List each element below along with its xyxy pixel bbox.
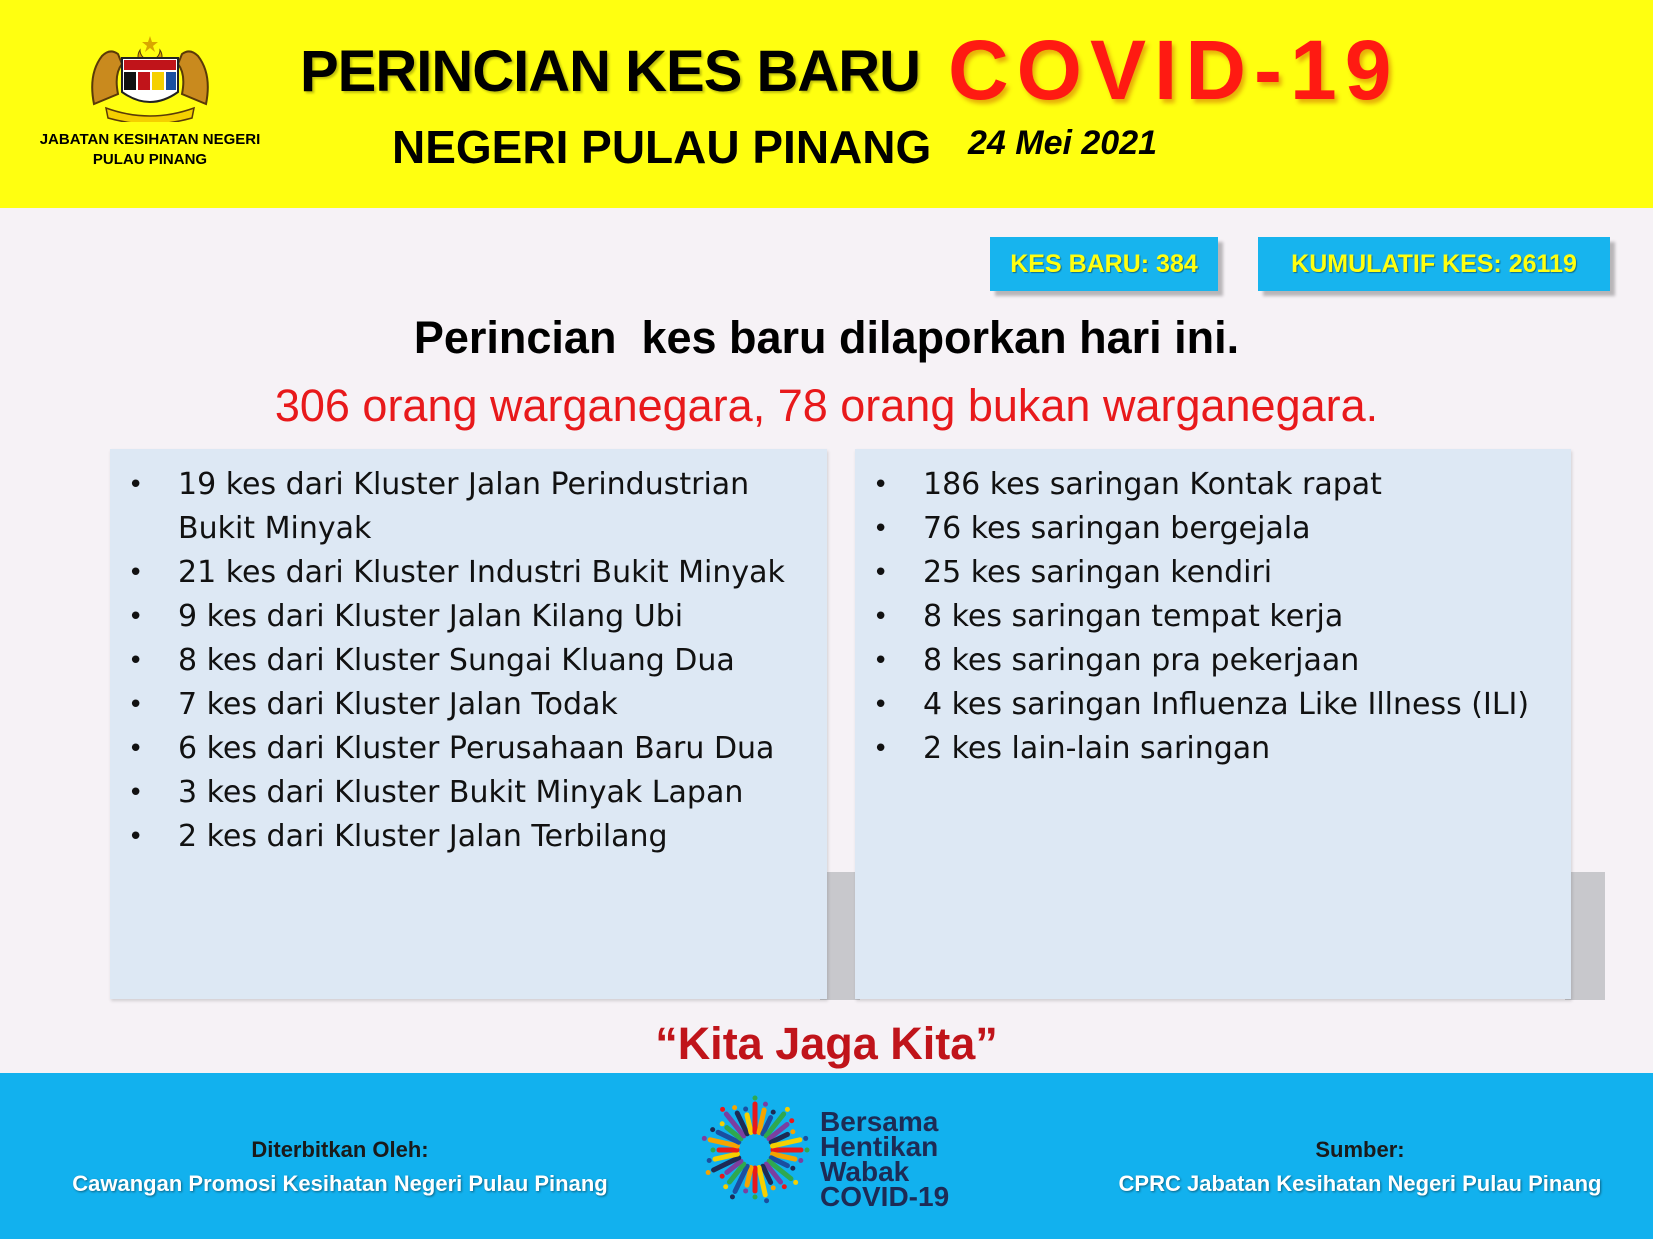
publisher-block <box>30 1133 650 1201</box>
list-item <box>110 815 827 859</box>
burst-dot <box>753 1195 758 1200</box>
cluster-item-text: 8 kes dari Kluster Sungai Kluang Dua <box>178 643 735 678</box>
burst-dot <box>753 1096 758 1101</box>
screening-item-text: 8 kes saringan pra pekerjaan <box>923 643 1360 678</box>
bullet-icon: • <box>873 558 889 588</box>
list-item <box>110 727 827 771</box>
screening-item-text: 2 kes lain-lain saringan <box>923 731 1271 766</box>
burst-dot <box>706 1170 711 1175</box>
list-item <box>855 639 1571 683</box>
campaign-line-3: Wabak <box>820 1156 910 1187</box>
screening-item-text: 25 kes saringan kendiri <box>923 555 1273 590</box>
campaign-line-1: Bersama <box>820 1106 939 1137</box>
cluster-panel <box>110 449 827 999</box>
page-title: PERINCIAN KES BARU <box>300 39 921 104</box>
cluster-item-text: 9 kes dari Kluster Jalan Kilang Ubi <box>178 599 684 634</box>
burst-dot <box>720 1121 725 1126</box>
burst-dot <box>789 1118 794 1123</box>
cluster-list <box>110 449 827 859</box>
burst-dot <box>723 1184 728 1189</box>
burst-dot <box>707 1158 712 1163</box>
state-subtitle: NEGERI PULAU PINANG <box>392 121 932 173</box>
list-item <box>855 507 1571 551</box>
bullet-icon: • <box>873 734 889 764</box>
source-label: Sumber: <box>1315 1137 1405 1162</box>
list-item <box>855 463 1571 507</box>
list-item <box>110 683 827 727</box>
screening-item-text: 8 kes saringan tempat kerja <box>923 599 1344 634</box>
slogan: “Kita Jaga Kita” <box>655 1018 998 1069</box>
cluster-item-text: 3 kes dari Kluster Bukit Minyak Lapan <box>178 775 744 810</box>
details-heading: Perincian kes baru dilaporkan hari ini. <box>413 312 1240 363</box>
list-item <box>110 639 827 683</box>
bullet-icon: • <box>128 558 144 588</box>
burst-dot <box>790 1129 795 1134</box>
bullet-icon: • <box>128 778 144 808</box>
bullet-icon: • <box>128 470 144 500</box>
bullet-icon: • <box>873 514 889 544</box>
publisher-name: Cawangan Promosi Kesihatan Negeri Pulau Pinang <box>72 1171 608 1196</box>
burst-dot <box>803 1136 808 1141</box>
footer-banner <box>0 1073 1653 1239</box>
burst-dot <box>771 1110 776 1115</box>
department-line-1: JABATAN KESIHATAN NEGERI <box>39 131 261 148</box>
list-item <box>110 463 827 551</box>
department-name <box>20 130 280 170</box>
cluster-item-text: 2 kes dari Kluster Jalan Terbilang <box>178 819 668 854</box>
source-block <box>1080 1133 1640 1201</box>
header-banner <box>0 0 1653 208</box>
covid-title: COVID-19 <box>948 23 1400 117</box>
list-item <box>110 551 827 595</box>
list-item <box>110 771 827 815</box>
burst-dot <box>793 1180 798 1185</box>
screening-list <box>855 449 1571 771</box>
burst-dot <box>805 1148 810 1153</box>
coat-of-arms-icon <box>88 34 212 122</box>
bullet-icon: • <box>128 646 144 676</box>
burst-dot <box>763 1102 768 1107</box>
bullet-icon: • <box>128 602 144 632</box>
cumulative-cases-badge: KUMULATIF KES: 26119 <box>1258 237 1610 291</box>
burst-dot <box>702 1136 707 1141</box>
bullet-icon: • <box>128 690 144 720</box>
bullet-icon: • <box>873 690 889 720</box>
report-date: 24 Mei 2021 <box>968 124 1158 162</box>
campaign-line-2: Hentikan <box>820 1131 939 1162</box>
burst-dot <box>782 1184 787 1189</box>
cluster-item-text: 19 kes dari Kluster Jalan Perindustrian Bukit Minyak <box>178 467 750 546</box>
screening-item-text: 186 kes saringan Kontak rapat <box>923 467 1382 502</box>
campaign-burst-icon <box>700 1095 810 1205</box>
burst-dot <box>720 1107 725 1112</box>
burst-dot <box>743 1188 748 1193</box>
burst-dot <box>764 1198 769 1203</box>
burst-dot <box>710 1127 715 1132</box>
department-line-2: PULAU PINANG <box>92 151 208 168</box>
cluster-item-text: 6 kes dari Kluster Perusahaan Baru Dua <box>178 731 775 766</box>
bullet-icon: • <box>873 602 889 632</box>
screening-panel <box>855 449 1571 999</box>
campaign-line-4: COVID-19 <box>820 1181 950 1212</box>
source-name: CPRC Jabatan Kesihatan Negeri Pulau Pinang <box>1118 1171 1602 1196</box>
bullet-icon: • <box>128 734 144 764</box>
campaign-logo-text <box>820 1106 950 1212</box>
list-item <box>855 683 1571 727</box>
list-item <box>855 551 1571 595</box>
cluster-item-text: 21 kes dari Kluster Industri Bukit Minyak <box>178 555 785 590</box>
list-item <box>855 727 1571 771</box>
screening-item-text: 4 kes saringan Influenza Like Illness (ILI) <box>923 687 1530 722</box>
burst-dot <box>730 1194 735 1199</box>
new-cases-badge: KES BARU: 384 <box>990 237 1218 291</box>
publisher-label: Diterbitkan Oleh: <box>251 1137 429 1162</box>
burst-dot <box>732 1105 737 1110</box>
bullet-icon: • <box>873 646 889 676</box>
bullet-icon: • <box>873 470 889 500</box>
burst-dot <box>720 1174 725 1179</box>
panel-shadow <box>1565 872 1605 1000</box>
list-item <box>855 595 1571 639</box>
cluster-item-text: 7 kes dari Kluster Jalan Todak <box>178 687 618 722</box>
burst-dot <box>790 1166 795 1171</box>
burst-dot <box>743 1107 748 1112</box>
citizenship-breakdown: 306 orang warganegara, 78 orang bukan warganegara. <box>274 380 1379 431</box>
burst-dot <box>711 1148 716 1153</box>
screening-item-text: 76 kes saringan bergejala <box>923 511 1311 546</box>
burst-dot <box>771 1185 776 1190</box>
burst-dot <box>785 1107 790 1112</box>
bullet-icon: • <box>128 822 144 852</box>
list-item <box>110 595 827 639</box>
burst-dot <box>798 1158 803 1163</box>
